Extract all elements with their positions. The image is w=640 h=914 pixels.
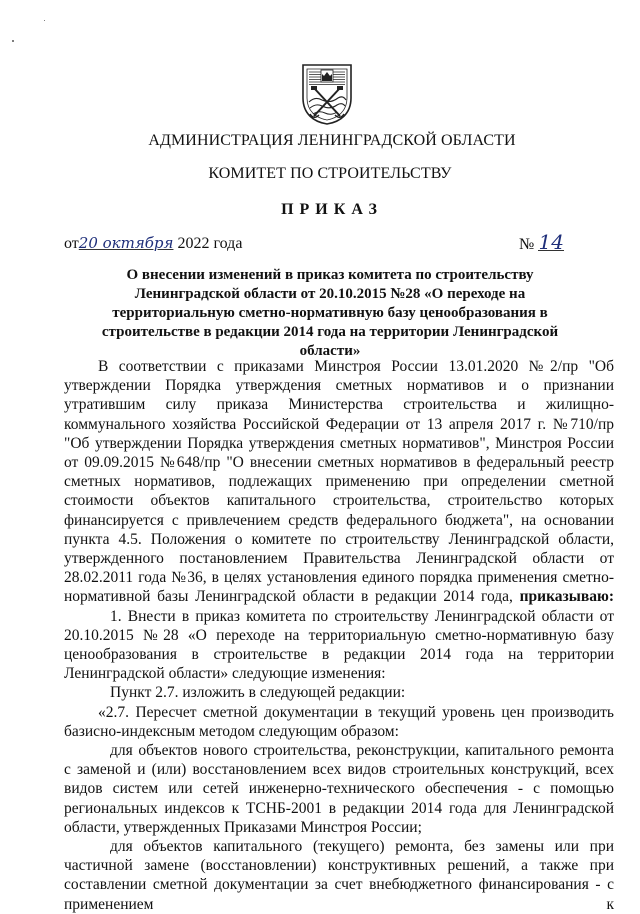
paragraph: 1. Внести в приказ комитета по строительству Ленинградской области от 20.10.2015 №28 «О переходе на территориальную сметно-нормативную базу ценообразования в строительстве в редакции 2014 года на территории Ленинградской области» следующие изменения: <box>64 607 614 683</box>
date-year: 2022 года <box>177 235 243 252</box>
organization-name: АДМИНИСТРАЦИЯ ЛЕНИНГРАДСКОЙ ОБЛАСТИ <box>148 132 516 149</box>
paragraph: Пункт 2.7. изложить в следующей редакции: <box>110 684 406 702</box>
document-body <box>64 357 614 914</box>
handwritten-number: 14 <box>538 230 564 254</box>
order-date <box>64 234 242 253</box>
document-type: ПРИКАЗ <box>281 201 383 218</box>
paragraph: для объектов нового строительства, реконструкции, капитального ремонта с заменой и (или) восстановлением всех видов строительных конструкций, всех видов систем или сетей инженерно-технического обеспечения - с помощью региональных индексов к ТСНБ-2001 в редакции 2014 года для Ленинградской области, утвержденных Приказами Минстроя России; <box>64 742 614 836</box>
paragraph-bold: приказываю: <box>519 588 615 606</box>
committee-name: КОМИТЕТ ПО СТРОИТЕЛЬСТВУ <box>208 165 452 182</box>
document-heading: О внесении изменений в приказ комитета по строительству Ленинградской области от 20.10.2015 №28 «О переходе на территориальную сметно-нормативную базу ценообразования в строительстве в редакции 2014 года на территории Ленинградской области» <box>101 267 559 359</box>
number-prefix: № <box>519 236 535 253</box>
paragraph-text: В соответствии с приказами Минстроя России 13.01.2020 №2/пр "Об утверждении Порядка утверждения сметных нормативов и о признании утратившим силу приказа Министерства строительства и жилищно-коммунального хозяйства Российской Федерации от 13 апреля 2017 г. №710/пр "Об утверждении Порядка утверждения сметных нормативов", Минстроя России от 09.09.2015 №648/пр "О внесении сметных нормативов в федеральный реестр сметных нормативов, подлежащих применению при определении сметной стоимости объектов капитального строительства, строительство которых финансируется с привлечением средств федерального бюджета", на основании пункта 4.5. Положения о комитете по строительству Ленинградской области, утвержденного постановлением Правительства Ленинградской области от 28.02.2011 года №36, в целях установления единого порядка применения сметно-нормативной базы Ленинградской области в редакции 2014 года, <box>64 358 614 606</box>
handwritten-date: 20 октября <box>78 234 174 252</box>
scan-speck <box>44 20 45 21</box>
coat-of-arms-icon <box>300 62 354 126</box>
paragraph: для объектов капитального (текущего) ремонта, без замены или при частичной замене (восстановлении) конструктивных решений, а также при составлении сметной документации за счет внебюджетного финансирования - с применением к <box>64 838 614 913</box>
paragraph <box>64 357 614 607</box>
paragraph: «2.7. Пересчет сметной документации в текущий уровень цен производить базисно-индексным методом следующим образом: <box>64 703 614 740</box>
scan-speck <box>12 40 14 42</box>
date-prefix: от <box>64 235 79 252</box>
order-number <box>519 230 564 254</box>
